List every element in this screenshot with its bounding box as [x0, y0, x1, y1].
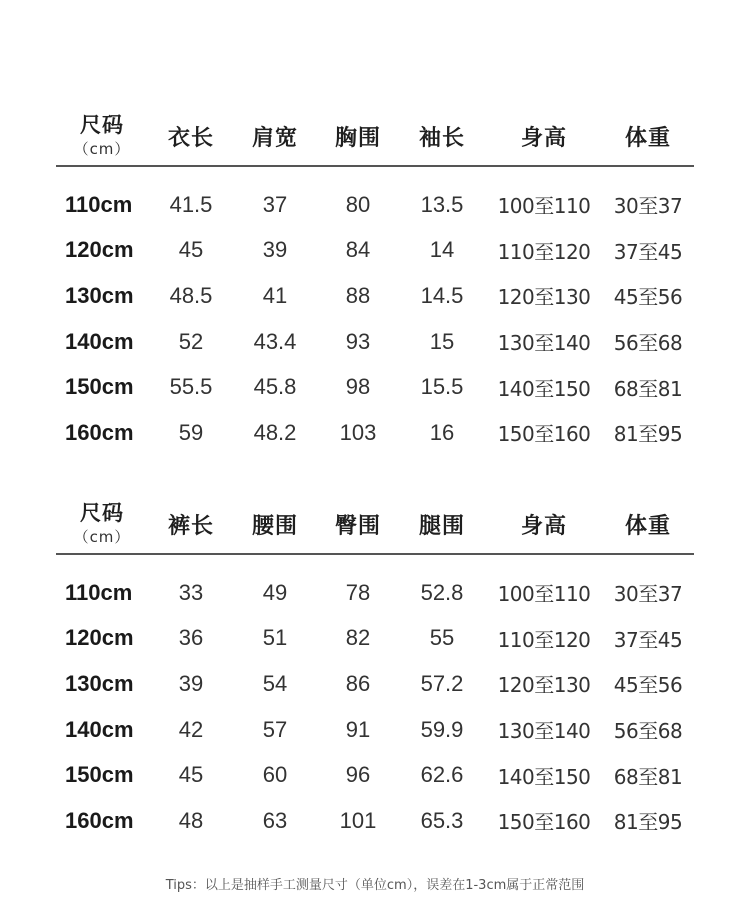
table-cell: 45 — [178, 762, 204, 788]
size-cell: 110cm — [65, 579, 133, 605]
table-row — [56, 410, 694, 456]
table-cell: 98 — [345, 374, 371, 400]
table-cell: 41.5 — [169, 191, 213, 217]
table-row — [56, 228, 694, 274]
table-cell: 56至68 — [613, 719, 683, 744]
column-header: 裤长 — [167, 513, 214, 539]
table-cell: 14.5 — [420, 282, 464, 308]
column-header: 袖长 — [418, 125, 465, 151]
table-cell: 13.5 — [420, 191, 464, 217]
table-cell: 100至110 — [497, 194, 591, 219]
size-header-label: 尺码 — [80, 501, 124, 526]
column-header: 体重 — [624, 125, 671, 151]
table-cell: 45 — [178, 237, 204, 263]
size-cell: 110cm — [65, 191, 133, 217]
size-cell: 150cm — [65, 374, 134, 400]
table-cell: 150至160 — [497, 810, 591, 835]
table-cell: 52 — [178, 328, 204, 354]
table-cell: 39 — [178, 670, 204, 696]
table-cell: 96 — [345, 762, 371, 788]
size-cell: 150cm — [65, 762, 134, 788]
size-cell: 140cm — [65, 328, 134, 354]
table-cell: 68至81 — [613, 764, 683, 789]
table-cell: 63 — [262, 807, 288, 833]
table-cell: 43.4 — [253, 328, 297, 354]
table-cell: 37至45 — [613, 239, 683, 264]
top-size-table — [56, 108, 694, 447]
table-cell: 140至150 — [497, 764, 591, 789]
table-cell: 120至130 — [497, 285, 591, 310]
column-header: 身高 — [520, 513, 567, 539]
header-divider — [56, 165, 694, 167]
table-row — [56, 798, 694, 844]
table-row — [56, 273, 694, 319]
table-cell: 37 — [262, 191, 288, 217]
table-cell: 82 — [345, 625, 371, 651]
table-cell: 45.8 — [253, 374, 297, 400]
table-cell: 48.2 — [253, 419, 297, 445]
table-cell: 110至120 — [497, 239, 591, 264]
table-cell: 130至140 — [497, 719, 591, 744]
table-row — [56, 661, 694, 707]
table-cell: 48.5 — [169, 282, 213, 308]
table-cell: 103 — [339, 419, 377, 445]
table-cell: 55.5 — [169, 374, 213, 400]
table-row — [56, 182, 694, 228]
table-row — [56, 616, 694, 662]
table-cell: 49 — [262, 579, 288, 605]
table-cell: 15 — [429, 328, 455, 354]
table-cell: 45至56 — [613, 285, 683, 310]
size-cell: 130cm — [65, 670, 134, 696]
table-cell: 33 — [178, 579, 204, 605]
table-cell: 120至130 — [497, 673, 591, 698]
table-cell: 88 — [345, 282, 371, 308]
table-cell: 78 — [345, 579, 371, 605]
table-cell: 59 — [178, 419, 204, 445]
table-cell: 30至37 — [613, 582, 683, 607]
table-cell: 68至81 — [613, 376, 683, 401]
size-cell: 140cm — [65, 716, 134, 742]
column-header: 身高 — [520, 125, 567, 151]
tips-note: Tips：以上是抽样手工测量尺寸（单位cm），误差在1-3cm属于正常范围 — [165, 878, 585, 893]
table-header-row — [56, 108, 694, 164]
table-cell: 59.9 — [420, 716, 464, 742]
table-cell: 140至150 — [497, 376, 591, 401]
table-header-row — [56, 496, 694, 552]
table-cell: 81至95 — [613, 422, 683, 447]
table-row — [56, 364, 694, 410]
table-cell: 52.8 — [420, 579, 464, 605]
column-header: 腰围 — [251, 513, 298, 539]
size-header — [56, 496, 148, 552]
table-cell: 45至56 — [613, 673, 683, 698]
size-cell: 130cm — [65, 282, 134, 308]
table-cell: 100至110 — [497, 582, 591, 607]
table-cell: 93 — [345, 328, 371, 354]
column-header: 腿围 — [418, 513, 465, 539]
table-row — [56, 707, 694, 753]
table-cell: 80 — [345, 191, 371, 217]
size-cell: 120cm — [65, 237, 134, 263]
table-cell: 54 — [262, 670, 288, 696]
table-cell: 55 — [429, 625, 455, 651]
table-cell: 101 — [339, 807, 377, 833]
bottom-size-table — [56, 496, 694, 835]
size-header-unit: （cm） — [73, 528, 131, 547]
table-cell: 60 — [262, 762, 288, 788]
table-cell: 30至37 — [613, 194, 683, 219]
table-row — [56, 570, 694, 616]
size-cell: 160cm — [65, 807, 134, 833]
table-row — [56, 319, 694, 365]
table-cell: 130至140 — [497, 331, 591, 356]
table-cell: 14 — [429, 237, 455, 263]
table-cell: 15.5 — [420, 374, 464, 400]
table-cell: 37至45 — [613, 627, 683, 652]
table-cell: 42 — [178, 716, 204, 742]
size-cell: 160cm — [65, 419, 134, 445]
table-cell: 57 — [262, 716, 288, 742]
table-cell: 56至68 — [613, 331, 683, 356]
table-row — [56, 752, 694, 798]
table-cell: 48 — [178, 807, 204, 833]
column-header: 衣长 — [167, 125, 214, 151]
table-cell: 86 — [345, 670, 371, 696]
column-header: 胸围 — [334, 125, 381, 151]
table-cell: 65.3 — [420, 807, 464, 833]
table-cell: 39 — [262, 237, 288, 263]
table-cell: 51 — [262, 625, 288, 651]
table-cell: 62.6 — [420, 762, 464, 788]
table-body — [56, 570, 694, 844]
header-divider — [56, 553, 694, 555]
table-cell: 91 — [345, 716, 371, 742]
column-header: 臀围 — [334, 513, 381, 539]
table-cell: 36 — [178, 625, 204, 651]
size-cell: 120cm — [65, 625, 134, 651]
column-header: 肩宽 — [251, 125, 298, 151]
table-cell: 150至160 — [497, 422, 591, 447]
size-header-unit: （cm） — [73, 140, 131, 159]
table-cell: 110至120 — [497, 627, 591, 652]
table-cell: 41 — [262, 282, 288, 308]
table-cell: 57.2 — [420, 670, 464, 696]
size-header — [56, 108, 148, 164]
column-header: 体重 — [624, 513, 671, 539]
table-cell: 16 — [429, 419, 455, 445]
table-cell: 81至95 — [613, 810, 683, 835]
size-header-label: 尺码 — [80, 113, 124, 138]
table-cell: 84 — [345, 237, 371, 263]
table-body — [56, 182, 694, 456]
